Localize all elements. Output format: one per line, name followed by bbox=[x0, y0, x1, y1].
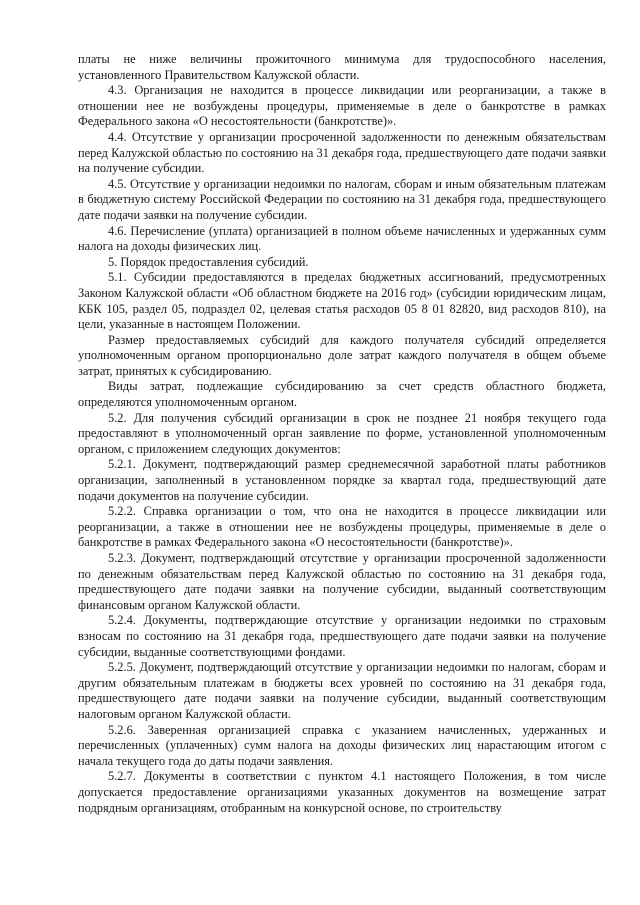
paragraph-5-2-1: 5.2.1. Документ, подтверждающий размер среднемесячной заработной платы работников организации, заполненный в установленном порядке за квартал года, предшествующий дате подачи документов на получение субсидии. bbox=[78, 457, 606, 503]
paragraph-5-2: 5.2. Для получения субсидий организации в срок не позднее 21 ноября текущего года предоставляют в уполномоченный орган заявление по форме, установленной уполномоченным органом, с приложением следующих документов: bbox=[78, 410, 606, 456]
paragraph-4-3: 4.3. Организация не находится в процессе ликвидации или реорганизации, а также в отношении нее не возбуждены процедуры, применяемые в деле о банкротстве в рамках Федерального закона «О несостоятельности (банкротстве)». bbox=[78, 83, 606, 129]
paragraph-5-2-5: 5.2.5. Документ, подтверждающий отсутствие у организации недоимки по налогам, сборам и другим обязательным платежам в бюджеты всех уровней по состоянию на 31 декабря года, предшествующего дате подачи заявки на получение субсидии, выданный соответствующим налоговым органом Калужской области. bbox=[78, 660, 606, 721]
paragraph-4-4: 4.4. Отсутствие у организации просроченной задолженности по денежным обязательствам перед Калужской областью по состоянию на 31 декабря года, предшествующего дате подачи заявки на получение субсидии. bbox=[78, 129, 606, 176]
paragraph-4-6: 4.6. Перечисление (уплата) организацией в полном объеме начисленных и удержанных сумм налога на доходы физических лиц. bbox=[78, 223, 606, 254]
paragraph-5-2-6: 5.2.6. Заверенная организацией справка с указанием начисленных, удержанных и перечисленных (уплаченных) сумм налога на доходы физических лиц нарастающим итогом с начала текущего года до даты подачи заявления. bbox=[78, 722, 606, 768]
paragraph-subsidy-size: Размер предоставляемых субсидий для каждого получателя субсидий определяется уполномоченным органом пропорционально доле затрат каждого получателя в общем объеме затрат, принятых к субсидированию. bbox=[78, 332, 606, 378]
paragraph-5-2-4: 5.2.4. Документы, подтверждающие отсутствие у организации недоимки по страховым взносам по состоянию на 31 декабря года, предшествующего дате подачи заявки на получение субсидии, выданные соответствующими фондами. bbox=[78, 613, 606, 659]
paragraph-5-1: 5.1. Субсидии предоставляются в пределах бюджетных ассигнований, предусмотренных Законом Калужской области «Об областном бюджете на 2016 год» (субсидии юридическим лицам, КБК 105, раздел 05, подраздел 02, целевая статья расходов 05 8 01 82820, вид расходов 810), на цели, указанные в настоящем Положении. bbox=[78, 270, 606, 332]
paragraph-4-5: 4.5. Отсутствие у организации недоимки по налогам, сборам и иным обязательным платежам в бюджетную систему Российской Федерации по состоянию на 31 декабря года, предшествующего дате подачи заявки на получение субсидии. bbox=[78, 176, 606, 222]
paragraph-5-2-2: 5.2.2. Справка организации о том, что она не находится в процессе ликвидации или реорганизации, а также в отношении нее не возбуждены процедуры, применяемые в деле о банкротстве в рамках Федерального закона «О несостоятельности (банкротстве)». bbox=[78, 504, 606, 550]
paragraph-cost-types: Виды затрат, подлежащие субсидированию за счет средств областного бюджета, определяются уполномоченным органом. bbox=[78, 379, 606, 410]
paragraph-5-2-3: 5.2.3. Документ, подтверждающий отсутствие у организации просроченной задолженности по денежным обязательствам перед Калужской областью по состоянию на 31 декабря года, предшествующего дате подачи заявки на получение субсидии, выданный соответствующим финансовым органом Калужской области. bbox=[78, 551, 606, 612]
section-heading-5: 5. Порядок предоставления субсидий. bbox=[108, 254, 309, 269]
paragraph-continuation: платы не ниже величины прожиточного минимума для трудоспособного населения, установленного Правительством Калужской области. bbox=[78, 52, 606, 82]
paragraph-5-2-7: 5.2.7. Документы в соответствии с пунктом 4.1 настоящего Положения, в том числе допускается предоставление организациями указанных документов на возмещение затрат подрядным организациям, отобранным на конкурсной основе, по строительству bbox=[78, 769, 606, 815]
